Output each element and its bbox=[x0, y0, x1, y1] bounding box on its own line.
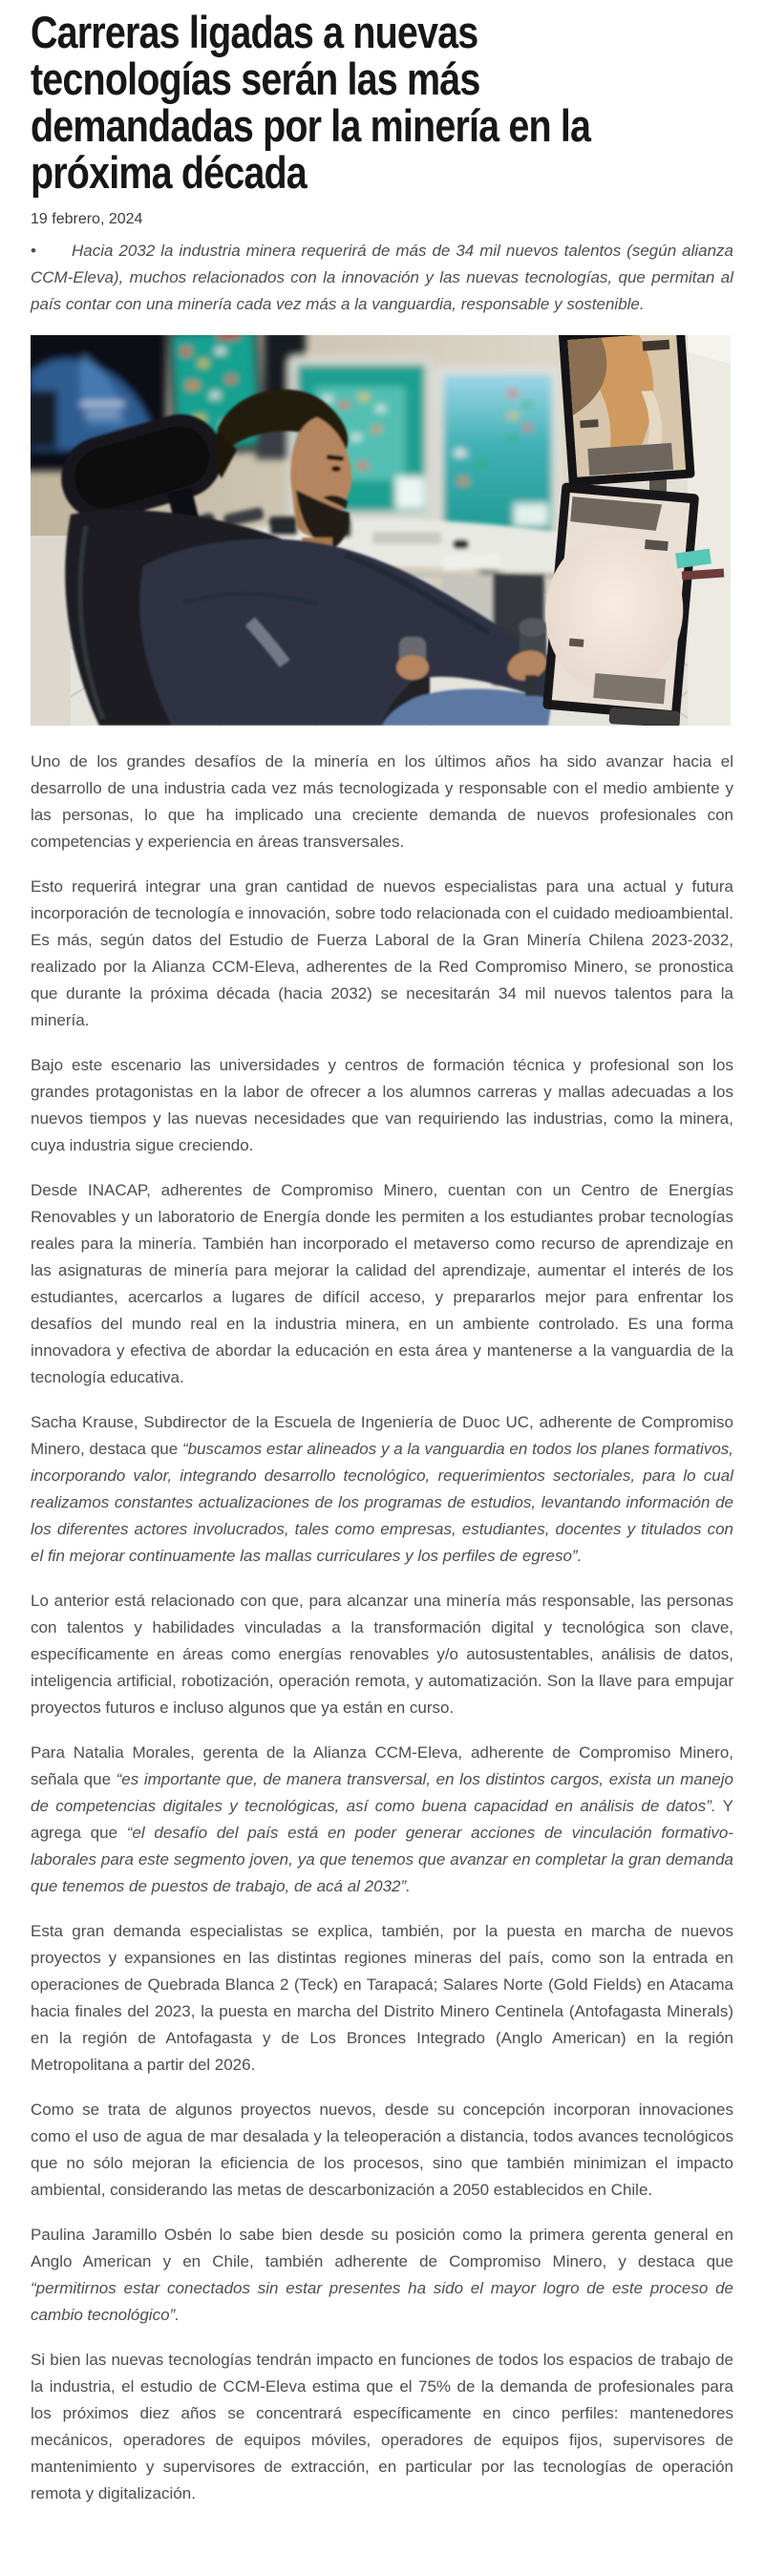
paragraph bbox=[31, 749, 733, 855]
paragraph-text: Lo anterior está relacionado con que, para alcanzar una minería más responsable, las personas con talentos y habilidades vinculadas a la transformación digital y tecnológica son clave, específicamente en áreas como energías renovables y/o autosustentables, análisis de datos, inteligencia artificial, robotización, operación remota, y automatización. Son la llave para empujar proyectos futuros e incluso algunos que ya están en curso. bbox=[31, 1592, 733, 1717]
paragraph bbox=[31, 1588, 733, 1721]
paragraph bbox=[31, 2222, 733, 2329]
paragraph bbox=[31, 874, 733, 1034]
paragraph-text: Bajo este escenario las universidades y centros de formación técnica y profesional son los grandes protagonistas en la labor de ofrecer a los alumnos carreras y mallas adecuadas a los nuevos tiempos y las nuevas necesidades que van requiriendo las industrias, como la minera, cuya industria sigue creciendo. bbox=[31, 1056, 733, 1154]
paragraph-text: Paulina Jaramillo Osbén lo sabe bien desde su posición como la primera gerenta general en Anglo American y en Chile, también adherente de Compromiso Minero, y destaca que bbox=[31, 2226, 733, 2270]
paragraph bbox=[31, 2097, 733, 2204]
quote-text: “permitirnos estar conectados sin estar presentes ha sido el mayor logro de este proceso de cambio tecnológico”. bbox=[31, 2279, 733, 2324]
paragraph bbox=[31, 2347, 733, 2507]
paragraph bbox=[31, 1409, 733, 1570]
paragraph-text: Sacha Krause, Subdirector de la Escuela de Ingeniería de Duoc UC, adherente de Compromiso Minero, destaca que bbox=[31, 1413, 733, 1458]
paragraph-text: Esta gran demanda especialistas se explica, también, por la puesta en marcha de nuevos proyectos y expansiones en las distintas regiones mineras del país, como son la entrada en operaciones de Quebrada Blanca 2 (Teck) en Tarapacá; Salares Norte (Gold Fields) en Atacama hacia finales del 2023, la puesta en marcha del Distrito Minero Centinela (Antofagasta Minerals) en la región de Antofagasta y de Los Bronces Integrado (Anglo American) en la región Metropolitana a partir del 2026. bbox=[31, 1922, 733, 2074]
paragraph-text: Para Natalia Morales, gerenta de la Alianza CCM-Eleva, adherente de Compromiso Minero, señala que bbox=[31, 1743, 733, 1788]
page-title bbox=[31, 9, 621, 196]
lede-text: Hacia 2032 la industria minera requerirá de más de 34 mil nuevos talentos (según alianza CCM-Eleva), muchos relacionados con la innovación y las nuevas tecnologías, que permitan al país contar con una minería cada vez más a la vanguardia, responsable y sostenible. bbox=[31, 242, 733, 313]
paragraph-text: Si bien las nuevas tecnologías tendrán impacto en funciones de todos los espacios de trabajo de la industria, el estudio de CCM-Eleva estima que el 75% de la demanda de profesionales para los próximos diez años se concentrará específicamente en cinco perfiles: mantenedores mecánicos, operadores de equipos móviles, operadores de equipos fijos, supervisores de mantenimiento y supervisores de extracción, en particular por las tecnologías de operación remota y digitalización. bbox=[31, 2351, 733, 2502]
paragraph bbox=[31, 1177, 733, 1391]
paragraph bbox=[31, 1918, 733, 2079]
paragraph-text: Como se trata de algunos proyectos nuevos, desde su concepción incorporan innovaciones como el uso de agua de mar desalada y la teleoperación a distancia, todos avances tecnológicos que no sólo mejoran la eficiencia de los procesos, sino que también minimizan el impacto ambiental, considerando las metas de descarbonización a 2050 establecidos en Chile. bbox=[31, 2101, 733, 2199]
quote-text: “buscamos estar alineados y a la vanguardia en todos los planes formativos, incorporando valor, integrando desarrollo tecnológico, requerimientos sectoriales, para lo cual realizamos constantes actualizaciones de los programas de estudios, levantando información de los diferentes actores involucrados, tales como empresas, estudiantes, docentes y titulados con el fin mejorar continuamente las mallas curriculares y los perfiles de egreso”. bbox=[31, 1440, 733, 1565]
title-line-2: tecnologías serán las más bbox=[31, 53, 480, 104]
article-photo bbox=[31, 335, 731, 726]
quote-text: “es importante que, de manera transversal, en los distintos cargos, exista un manejo de competencias digitales y tecnológicas, así como buena capacidad en análisis de datos”. bbox=[31, 1770, 733, 1815]
article bbox=[0, 9, 764, 2543]
title-line-3: demandadas por la minería en la bbox=[31, 100, 591, 151]
paragraph bbox=[31, 1740, 733, 1900]
paragraph-text: Uno de los grandes desafíos de la minería en los últimos años ha sido avanzar hacia el desarrollo de una industria cada vez más tecnologizada y responsable con el medio ambiente y las personas, lo que ha implicado una creciente demanda de nuevos profesionales con competencias y experiencia en áreas transversales. bbox=[31, 752, 733, 851]
title-line-1: Carreras ligadas a nuevas bbox=[31, 7, 478, 57]
quote-text: “el desafío del país está en poder generar acciones de vinculación formativo-laborales para este segmento joven, ya que tenemos que avanzar en completar la gran demanda que tenemos de puestos de trabajo, de acá al 2032”. bbox=[31, 1824, 733, 1895]
paragraph-text: Esto requerirá integrar una gran cantidad de nuevos especialistas para una actual y futura incorporación de tecnología e innovación, sobre todo relacionada con el cuidado medioambiental. Es más, según datos del Estudio de Fuerza Laboral de la Gran Minería Chilena 2023-2032, realizado por la Alianza CCM-Eleva, adherentes de la Red Compromiso Minero, se pronostica que durante la próxima década (hacia 2032) se necesitarán 34 mil nuevos talentos para la minería. bbox=[31, 877, 733, 1029]
paragraph-text: Desde INACAP, adherentes de Compromiso Minero, cuentan con un Centro de Energías Renovables y un laboratorio de Energía donde les permiten a los estudiantes probar tecnologías reales para la minería. También han incorporado el metaverso como recurso de aprendizaje en las asignaturas de minería para mejorar la calidad del aprendizaje, aumentar el interés de los estudiantes, acercarlos a lugares de difícil acceso, y prepararlos mejor para enfrentar los desafíos del mundo real en la industria minera, en un ambiente controlado. Es una forma innovadora y efectiva de abordar la educación en esta área y mantenerse a la vanguardia de la tecnología educativa. bbox=[31, 1181, 733, 1386]
article-date: 19 febrero, 2024 bbox=[31, 211, 143, 227]
paragraph-text: Y agrega que bbox=[31, 1797, 733, 1842]
control-room-photo bbox=[31, 335, 731, 726]
article-body bbox=[31, 749, 733, 2507]
bullet-marker: • bbox=[31, 242, 36, 260]
paragraph bbox=[31, 1052, 733, 1159]
title-line-4: próxima década bbox=[31, 147, 307, 198]
article-lede bbox=[31, 238, 733, 318]
